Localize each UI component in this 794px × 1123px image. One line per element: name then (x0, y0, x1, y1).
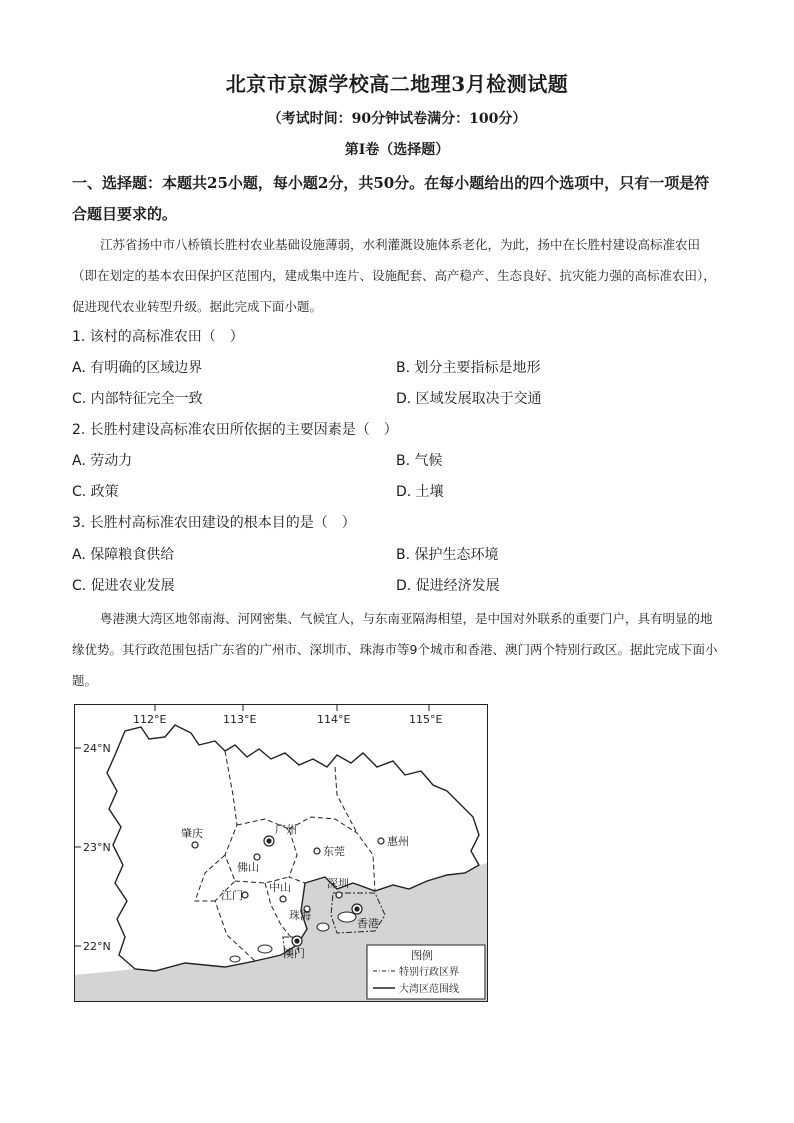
longitude-label-112: 112°E (133, 713, 167, 726)
question-2-stem: 2. 长胜村建设高标准农田所依据的主要因素是（ ） (72, 422, 398, 438)
section-heading: 一、选择题：本题共25小题，每小题2分，共50分。在每小题给出的四个选项中，只有一项是符合题目要求的。 (72, 174, 710, 223)
city-label-zhaoqing: 肇庆 (181, 827, 203, 840)
legend-bay-area-line: 大湾区范围线 (399, 984, 459, 995)
city-label-zhongshan: 中山 (269, 881, 291, 894)
question-3-option-b: B. 保护生态环境 (396, 547, 499, 563)
latitude-label-23: 23°N (83, 841, 111, 854)
question-3-option-c: C. 促进农业发展 (72, 578, 175, 594)
longitude-label-114: 114°E (317, 713, 351, 726)
question-1-stem: 1. 该村的高标准农田（ ） (72, 329, 244, 345)
map-legend (367, 945, 485, 999)
longitude-label-113: 113°E (223, 713, 257, 726)
question-2-option-c: C. 政策 (72, 484, 119, 500)
question-2-option-b: B. 气候 (396, 453, 443, 469)
city-label-foshan: 佛山 (237, 861, 259, 874)
greater-bay-area-map (74, 704, 488, 1002)
question-3-option-a: A. 保障粮食供给 (72, 547, 175, 563)
city-label-huizhou: 惠州 (387, 835, 409, 848)
latitude-label-22: 22°N (83, 940, 111, 953)
city-label-macao: 澳门 (283, 947, 305, 960)
legend-title: 图例 (411, 949, 433, 962)
latitude-label-24: 24°N (83, 742, 111, 755)
question-1-option-b: B. 划分主要指标是地形 (396, 360, 541, 376)
question-1-option-c: C. 内部特征完全一致 (72, 391, 203, 407)
city-label-guangzhou: 广州 (275, 823, 297, 836)
question-2-option-d: D. 土壤 (396, 484, 444, 500)
question-2-option-a: A. 劳动力 (72, 453, 133, 469)
question-1-option-d: D. 区域发展取决于交通 (396, 391, 542, 407)
legend-sar-boundary: 特别行政区界 (399, 967, 459, 978)
question-3-option-d: D. 促进经济发展 (396, 578, 500, 594)
city-label-dongguan: 东莞 (323, 845, 345, 858)
map-svg (75, 705, 487, 1001)
passage-1: 江苏省扬中市八桥镇长胜村农业基础设施薄弱，水利灌溉设施体系老化，为此，扬中在长胜村建设高标准农田（即在划定的基本农田保护区范围内，建成集中连片、设施配套、高产稳产、生态良好、抗灾能力强的高标准农田），促进现代农业转型升级。据此完成下面小题。 (72, 237, 716, 314)
exam-info: （考试时间：90分钟试卷满分：100分） (267, 111, 527, 127)
passage-2: 粤港澳大湾区地邻南海、河网密集、气候宜人，与东南亚隔海相望，是中国对外联系的重要门户，具有明显的地缘优势。其行政范围包括广东省的广州市、深圳市、珠海市等9个城市和香港、澳门两个特别行政区。据此完成下面小题。 (72, 611, 718, 688)
city-label-zhuhai: 珠海 (289, 909, 311, 922)
volume-heading: 第I卷（选择题） (344, 142, 450, 158)
city-label-jiangmen: 江门 (221, 889, 243, 902)
longitude-label-115: 115°E (409, 713, 443, 726)
page-title: 北京市京源学校高二地理3月检测试题 (225, 72, 569, 96)
question-1-option-a: A. 有明确的区域边界 (72, 360, 203, 376)
city-label-hongkong: 香港 (357, 917, 379, 930)
city-label-shenzhen: 深圳 (327, 877, 349, 890)
question-3-stem: 3. 长胜村高标准农田建设的根本目的是（ ） (72, 515, 356, 531)
